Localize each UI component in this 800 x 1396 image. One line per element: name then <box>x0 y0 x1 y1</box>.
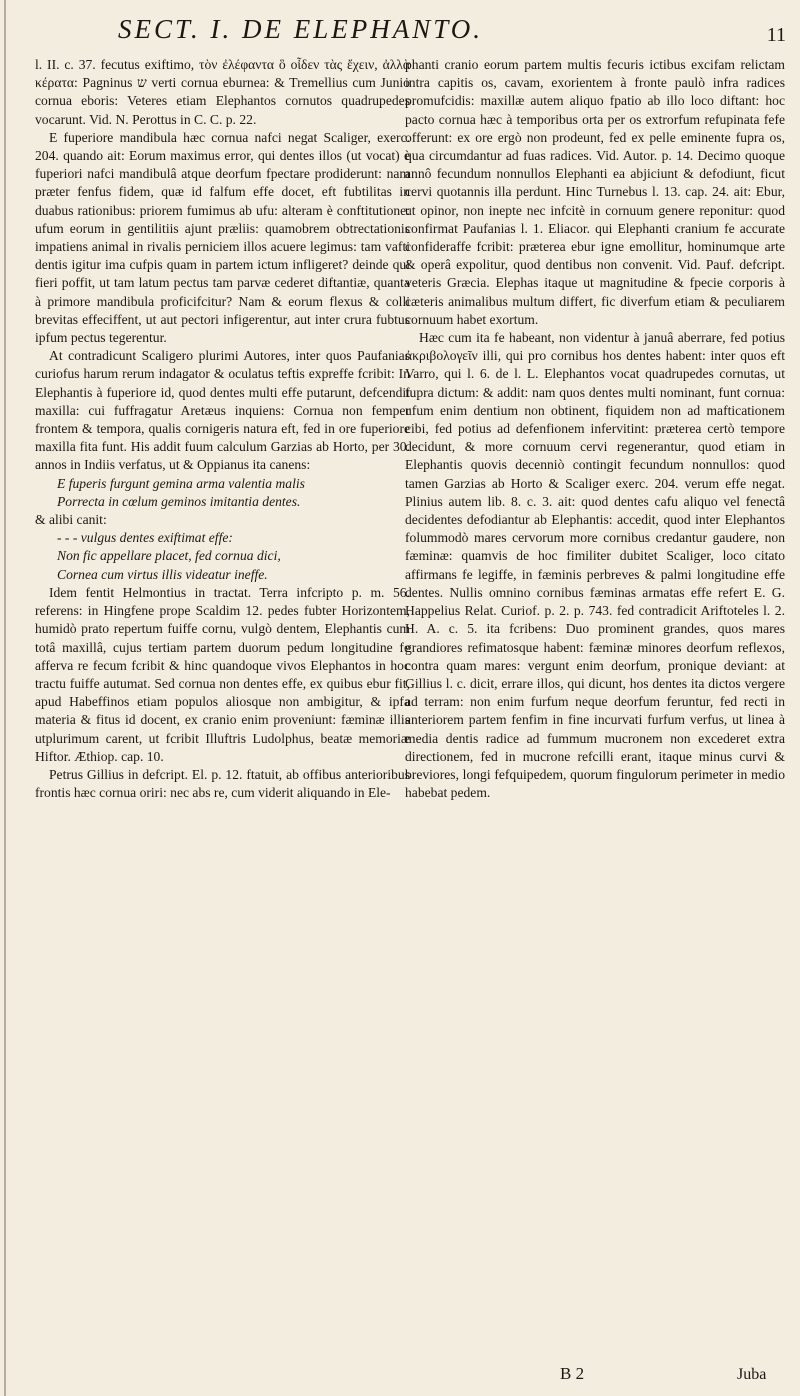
verse-line: Cornea cum virtus illis videatur ineffe. <box>57 566 268 582</box>
page-edge-shadow <box>4 0 6 1396</box>
verse-line: E fuperis furgunt gemina arma valentia malis <box>57 475 305 491</box>
verse-line: - - - vulgus dentes exiftimat effe: <box>57 530 233 546</box>
page-number: 11 <box>766 24 786 46</box>
text-paragraph: & alibi canit: <box>35 512 107 528</box>
page-footer <box>0 1364 800 1390</box>
text-paragraph: Hæc cum ita fe habeant, non videntur à januâ aberrare, fed potius ἀκριβολογεῖν illi, qui pro cornibus hos dentes habent: inter quos eft Varro, qui l. 6. de l. L. Elephantos vocat quadrupedes cornutas, ut fupra dictum: & addit: nam quos dentes multi nominant, funt cornua: ufum enim dentium non obtinent, fiquidem non ad mafticationem cibi, fed potius ad defenfionem infervitint: præterea certò tempore decidunt, & more cornuum cervi regenerantur, quod etiam in Elephantis quovis decenniò contingit fecundum nonnullos: quod tamen Garzias ab Horto & Scaliger exerc. 204. verum effe negat. Plinius autem lib. 8. c. 3. ait: quod dentes cafu aliquo vel fenectâ decidentes defodiantur ab Elephantis: accedit, quod inter Elephantos folummodò mares cervorum more cornibus credantur gaudere, non fæminæ: quamvis de hoc fimiliter dubitet Scaliger, loco citato affirmans fe legiffe, in fæminis perbreves & palmi longitudine effe dentes. Nullis omnino cornibus fæminas armatas effe refert E. G. Happelius Relat. Curiof. p. 2. p. 743. fed contradicit Ariftoteles l. 2. H. A. c. 5. ita fcribens: Duo prominent grandes, quos mares grandiores refimatosque habent: fæminæ minores deorfum reflexos, contra quam mares: vergunt enim deorfum, pronique deviant: at Gillius l. c. dicit, errare illos, qui dicunt, hos dentes ita dictos vergere ad terram: non enim furfum neque deorfum feruntur, fed recti in anteriorem partem fenfim in fine incurvati furfum verfus, ut linea à media dentis radice ad fummum mucronem non excederet extra directionem, fed in mucrone refcilli erant, itaque minus curvi & breviores, longi fefquipedem, quorum fingulorum perimeter in medio habebat pedem. <box>405 330 785 801</box>
text-paragraph: E fuperiore mandibula hæc cornua nafci negat Scaliger, exerc. 204. quando ait: Eorum maximus error, qui dentes illos (ut vocat) è fuperiori nafci mandibulâ atque deorfum fpectare prodiderunt: nam præter fenfus fidem, quæ id falfum effe docet, eft fubtilitas in duabus rationibus: priorem fumimus ab ufu: alteram è conftitutione: ufum eorum in gentilitiis ajunt præliis: quamobrem obtrectationis impatiens animal in rivalis perniciem illos acuere legimus: tam vafti dentis igitur ima cufpis quam in partem ictum infligeret? deinde qui fieri poffit, ut tam latum pectus tam parvæ cederet diftantiæ, quanta à primore mandibula proficifcitur? Nam & eorum flexus & colli brevitas effeciffent, ut aut pectori infigerentur, aut inter crura fubtus ipfum pectus tegerentur. <box>35 129 410 346</box>
text-paragraph: Petrus Gillius in defcript. El. p. 12. ftatuit, ab offibus anterioribus frontis hæc cornua oriri: nec abs re, cum viderit aliquando in Ele- <box>35 766 410 801</box>
text-paragraph: Idem fentit Helmontius in tractat. Terra infcripto p. m. 56. referens: in Hingfene prope Scaldim 12. pedes fubter Horizontem, humidò prato repertum fuiffe cornu, vulgò dentem, Elephantis cum totâ maxillâ, cujus tertiam partem duorum pedum longitudine fe afferva re fecum fcribit & hinc quandoque vivos Elephantos in hoc tractu fuiffe autumat. Sed cornua non dentes effe, ex quibus ebur fit, apud Habeffinos etiam populos aliosque non ambigitur, & ipfa materia & fitus id docent, ex cranio enim proveniunt: fæminæ illis utplurimum carent, ut fcribit Illuftris Ludolphus, beatæ memoriæ Hiftor. Æthiop. cap. 10. <box>35 584 410 764</box>
verse-line: Non fic appellare placet, fed cornua dici, <box>57 548 281 564</box>
page-header <box>30 14 786 54</box>
verse-line: Porrecta in cœlum geminos imitantia dentes. <box>57 493 301 509</box>
signature-mark: B 2 <box>560 1364 585 1383</box>
catchword: Juba <box>737 1366 767 1383</box>
left-text-column <box>35 56 410 802</box>
running-title: SECT. I. DE ELEPHANTO. <box>118 14 484 44</box>
text-paragraph: l. II. c. 37. fecutus exiftimo, τὸν ἐλέφαντα ὃ οἶδεν τὰς ἔχειν, ἀλλὰ κέρατα: Pagninus ש verti cornua eburnea: & Tremellius cum Junio cornua eboris: Veteres etiam Elephantos cornutos quadrupedes vocarunt. Vid. N. Perottus in C. C. p. 22. <box>35 57 410 127</box>
text-paragraph: phanti cranio eorum partem multis fecuris ictibus excifam relictam intra capitis os, cavam, exorientem à fronte paulò infra radices promufcidis: maxillæ autem aliquo fpatio ab illo loco diftant: hoc pacto cornua hæc à temporibus orta per os extrorfum refupinata fefe offerunt: ex ore ergò non prodeunt, fed ex pelle eminente fupra os, qua circumdantur ad fuas radices. Vid. Autor. p. 14. Decimo quoque annô fecundum nonnullos Elephanti ea abjiciunt & defodiunt, ficut cervi quotannis illa perdunt. Hinc Turnebus l. 13. cap. 24. ait: Ebur, ut opinor, non inepte nec infcitè in cornuum genere reponitur: quod confirmat Paufanias l. 1. Eliacor. qui Elephanti cranium fe accurate confideraffe fcribit: præterea ebur igne emollitur, hominumque arte & operâ expolitur, quod dentibus non convenit. Vid. Pauf. defcript. veteris Græcia. Elephas itaque ut magnitudine & fpecie corporis à cæteris animalibus multum differt, fic diverfum etiam & peculiarem cornuum habet exortum. <box>405 57 785 327</box>
text-paragraph: At contradicunt Scaligero plurimi Autores, inter quos Paufanias curiofus harum rerum indagator & oculatus teftis expreffe fcribit: In Elephantis à fuperiore id, quod dentes multi effe putarunt, defcendit maxilla: cui fuffragatur Aretæus inquiens: Cornua non femper frontem & tempora, qualis cornigeris natura eft, fed in ore fuperiore maxilla fita funt. His addit fuum calculum Garzias ab Horto, per 30. annos in Indiis verfatus, ut & Oppianus ita canens: <box>35 348 410 473</box>
right-text-column <box>405 56 785 802</box>
